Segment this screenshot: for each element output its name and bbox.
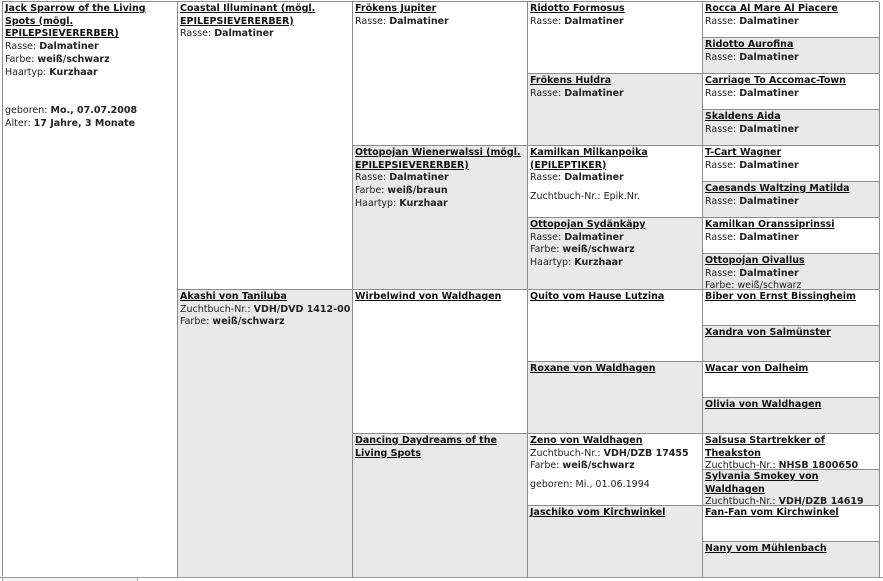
great-grandparent-name-link[interactable]: Jaschiko vom Kirchwinkel bbox=[530, 507, 666, 518]
ancestor-cell bbox=[703, 290, 880, 326]
grandparent-name-link[interactable]: Frökens Jupiter bbox=[355, 3, 437, 14]
great-grandparent-cell bbox=[528, 74, 703, 146]
pedigree-table bbox=[2, 1, 879, 576]
grandparent-name-link[interactable]: Wirbelwind von Waldhagen bbox=[355, 291, 502, 302]
ancestor-name-link[interactable]: Ottopojan Oivallus bbox=[705, 255, 805, 266]
ancestor-cell bbox=[703, 434, 880, 470]
ancestor-cell bbox=[703, 398, 880, 434]
great-grandparent-name-link[interactable]: Zeno von Waldhagen bbox=[530, 435, 643, 446]
great-grandparent-name-link[interactable]: Frökens Huldra bbox=[530, 75, 612, 86]
grandparent-coat: Haartyp: Kurzhaar bbox=[355, 197, 448, 209]
great-grandparent-cell bbox=[528, 362, 703, 434]
ancestor-name-link[interactable]: Kamilkan Oranssiprinssi bbox=[705, 219, 835, 230]
great-grandparent-cell bbox=[528, 506, 703, 578]
ancestor-cell bbox=[703, 326, 880, 362]
ancestor-name-link[interactable]: Wacar von Dalheim bbox=[705, 363, 809, 374]
great-grandparent-coat: Haartyp: Kurzhaar bbox=[530, 257, 623, 269]
ancestor-breed: Rasse: Dalmatiner bbox=[705, 267, 799, 279]
ancestor-cell bbox=[703, 146, 880, 182]
subject-breed: Rasse: Dalmatiner bbox=[5, 41, 99, 53]
ancestor-name-link[interactable]: Nany vom Mühlenbach bbox=[705, 543, 827, 554]
ancestor-breed: Rasse: Dalmatiner bbox=[705, 87, 799, 99]
ancestor-cell bbox=[703, 110, 880, 146]
grandparent-cell bbox=[353, 2, 528, 146]
ancestor-cell bbox=[703, 74, 880, 110]
grandparent-name-link[interactable]: Dancing Daydreams of the Living Spots bbox=[355, 435, 497, 459]
ancestor-name-link[interactable]: T-Cart Wagner bbox=[705, 147, 782, 158]
sire-cell bbox=[178, 2, 353, 290]
ancestor-name-link[interactable]: Rocca Al Mare Al Piacere bbox=[705, 3, 838, 14]
ancestor-cell bbox=[703, 542, 880, 578]
subject-birthdate: geboren: Mo., 07.07.2008 bbox=[5, 105, 138, 117]
great-grandparent-name-link[interactable]: Quito vom Hause Lutzina bbox=[530, 291, 665, 302]
great-grandparent-registry: Zuchtbuch-Nr.: VDH/DZB 17455 bbox=[530, 447, 689, 459]
subject-age: Alter: 17 Jahre, 3 Monate bbox=[5, 117, 136, 129]
sire-name-link[interactable]: Coastal Illuminant (mögl. EPILEPSIEVERERBER) bbox=[180, 3, 316, 27]
great-grandparent-color: Farbe: weiß/schwarz bbox=[530, 460, 635, 472]
great-grandparent-name-link[interactable]: Kamilkan Milkanpoika (EPILEPTIKER) bbox=[530, 147, 648, 171]
ancestor-breed: Rasse: Dalmatiner bbox=[705, 159, 799, 171]
ancestor-cell bbox=[703, 2, 880, 38]
ancestor-cell bbox=[703, 182, 880, 218]
great-grandparent-breed: Rasse: Dalmatiner bbox=[530, 87, 624, 99]
grandparent-cell bbox=[353, 434, 528, 578]
subject-name-link[interactable]: Jack Sparrow of the Living Spots (mögl. EPILEPSIEVERERBER) bbox=[5, 3, 146, 40]
ancestor-breed: Rasse: Dalmatiner bbox=[705, 195, 799, 207]
ancestor-registry: Zuchtbuch-Nr.: VDH/DZB 14619 bbox=[705, 496, 864, 506]
great-grandparent-name-link[interactable]: Roxane von Waldhagen bbox=[530, 363, 656, 374]
dam-registry: Zuchtbuch-Nr.: VDH/DVD 1412-00 bbox=[180, 303, 351, 315]
great-grandparent-cell bbox=[528, 290, 703, 362]
great-grandparent-cell bbox=[528, 434, 703, 506]
great-grandparent-color: Farbe: weiß/schwarz bbox=[530, 244, 635, 256]
grandparent-breed: Rasse: Dalmatiner bbox=[355, 172, 449, 184]
great-grandparent-cut-row: geboren: Mi., 01.06.1994 bbox=[530, 479, 650, 491]
ancestor-cell bbox=[703, 254, 880, 290]
ancestor-cut-row: Farbe: weiß/schwarz bbox=[705, 280, 802, 290]
ancestor-name-link[interactable]: Fan-Fan vom Kirchwinkel bbox=[705, 507, 839, 518]
subject-cell bbox=[3, 2, 178, 578]
ancestor-name-link[interactable]: Skaldens Aida bbox=[705, 111, 781, 122]
grandparent-color: Farbe: weiß/braun bbox=[355, 185, 448, 197]
ancestor-name-link[interactable]: Xandra von Salmünster bbox=[705, 327, 831, 338]
dam-color: Farbe: weiß/schwarz bbox=[180, 316, 285, 328]
ancestor-breed: Rasse: Dalmatiner bbox=[705, 231, 799, 243]
ancestor-breed: Rasse: Dalmatiner bbox=[705, 15, 799, 27]
grandparent-name-link[interactable]: Ottopojan Wienerwalssi (mögl. EPILEPSIEVERERBER) bbox=[355, 147, 521, 171]
ancestor-name-link[interactable]: Caesands Waltzing Matilda bbox=[705, 183, 850, 194]
grandparent-breed: Rasse: Dalmatiner bbox=[355, 15, 449, 27]
great-grandparent-name-link[interactable]: Ottopojan Sydänkäpy bbox=[530, 219, 646, 230]
grandparent-cell bbox=[353, 290, 528, 434]
ancestor-cell bbox=[703, 506, 880, 542]
ancestor-name-link[interactable]: Biber von Ernst Bissingheim bbox=[705, 291, 856, 302]
ancestor-name-link[interactable]: Olivia von Waldhagen bbox=[705, 399, 822, 410]
grandparent-cell bbox=[353, 146, 528, 290]
dam-cell bbox=[178, 290, 353, 578]
great-grandparent-breed: Rasse: Dalmatiner bbox=[530, 231, 624, 243]
great-grandparent-cell bbox=[528, 218, 703, 290]
ancestor-name-link[interactable]: Ridotto Aurofina bbox=[705, 39, 794, 50]
spacer bbox=[5, 79, 175, 105]
ancestor-name-link[interactable]: Carriage To Accomac-Town bbox=[705, 75, 846, 86]
great-grandparent-breed: Rasse: Dalmatiner bbox=[530, 172, 624, 184]
great-grandparent-breed: Rasse: Dalmatiner bbox=[530, 15, 624, 27]
great-grandparent-cell bbox=[528, 146, 703, 218]
ancestor-name-link[interactable]: Salsusa Startrekker of Theakston bbox=[705, 435, 825, 459]
ancestor-cell bbox=[703, 218, 880, 254]
ancestor-cell bbox=[703, 38, 880, 74]
subject-coat: Haartyp: Kurzhaar bbox=[5, 66, 98, 78]
great-grandparent-cell bbox=[528, 2, 703, 74]
subject-color: Farbe: weiß/schwarz bbox=[5, 53, 110, 65]
ancestor-breed: Rasse: Dalmatiner bbox=[705, 123, 799, 135]
dam-name-link[interactable]: Akashi von Taniluba bbox=[180, 291, 287, 302]
ancestor-name-link[interactable]: Sylvania Smokey von Waldhagen bbox=[705, 471, 819, 495]
ancestor-cell bbox=[703, 362, 880, 398]
sire-breed: Rasse: Dalmatiner bbox=[180, 28, 274, 40]
ancestor-cell bbox=[703, 470, 880, 506]
great-grandparent-cut-row: Zuchtbuch-Nr.: Epik.Nr. bbox=[530, 191, 640, 203]
ancestor-breed: Rasse: Dalmatiner bbox=[705, 51, 799, 63]
ancestor-registry: Zuchtbuch-Nr.: NHSB 1800650 bbox=[705, 460, 859, 470]
great-grandparent-name-link[interactable]: Ridotto Formosus bbox=[530, 3, 625, 14]
